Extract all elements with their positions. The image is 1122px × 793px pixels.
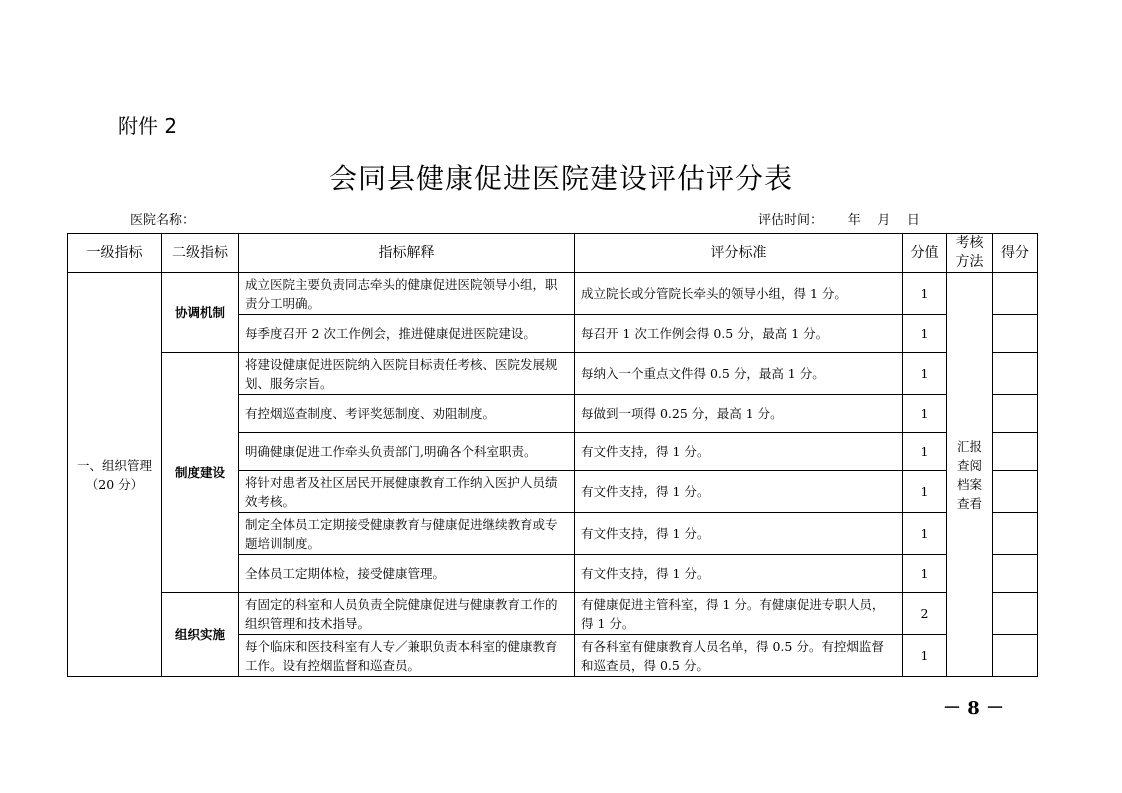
score-cell: 1 xyxy=(903,273,947,315)
criteria-cell: 每纳入一个重点文件得 0.5 分，最高 1 分。 xyxy=(575,353,903,395)
level2-coordination: 协调机制 xyxy=(162,273,239,353)
criteria-cell: 有文件支持，得 1 分。 xyxy=(575,555,903,593)
score-cell: 1 xyxy=(903,395,947,433)
explain-cell: 成立医院主要负责同志牵头的健康促进医院领导小组，职责分工明确。 xyxy=(239,273,575,315)
explain-cell: 全体员工定期体检，接受健康管理。 xyxy=(239,555,575,593)
criteria-cell: 有各科室有健康教育人员名单，得 0.5 分。有控烟监督和巡查员，得 0.5 分。 xyxy=(575,635,903,677)
attachment-label: 附件 2 xyxy=(118,114,178,138)
header-criteria: 评分标准 xyxy=(575,234,903,273)
got-cell[interactable] xyxy=(993,593,1038,635)
got-cell[interactable] xyxy=(993,471,1038,513)
got-cell[interactable] xyxy=(993,395,1038,433)
header-explain: 指标解释 xyxy=(239,234,575,273)
table-row xyxy=(68,273,1038,315)
criteria-cell: 成立院长或分管院长牵头的领导小组，得 1 分。 xyxy=(575,273,903,315)
got-cell[interactable] xyxy=(993,513,1038,555)
criteria-cell: 有文件支持，得 1 分。 xyxy=(575,471,903,513)
criteria-cell: 每做到一项得 0.25 分，最高 1 分。 xyxy=(575,395,903,433)
got-cell[interactable] xyxy=(993,353,1038,395)
level1-points: （20 分） xyxy=(85,476,144,492)
document-title: 会同县健康促进医院建设评估评分表 xyxy=(328,162,793,195)
explain-cell: 明确健康促进工作牵头负责部门,明确各个科室职责。 xyxy=(239,433,575,471)
evaluation-time-label: 评估时间： 年 月 日 xyxy=(758,213,920,228)
header-level2: 二级指标 xyxy=(162,234,239,273)
score-cell: 1 xyxy=(903,433,947,471)
level1-cell xyxy=(68,273,162,677)
score-cell: 1 xyxy=(903,315,947,353)
header-got: 得分 xyxy=(993,234,1038,273)
criteria-cell: 有文件支持，得 1 分。 xyxy=(575,513,903,555)
explain-cell: 每个临床和医技科室有人专／兼职负责本科室的健康教育工作。设有控烟监督和巡查员。 xyxy=(239,635,575,677)
score-cell: 1 xyxy=(903,471,947,513)
header-method: 考核方法 xyxy=(947,234,993,273)
table-row xyxy=(68,353,1038,395)
score-cell: 1 xyxy=(903,635,947,677)
got-cell[interactable] xyxy=(993,315,1038,353)
method-cell: 汇报查阅档案查看 xyxy=(947,273,993,677)
explain-cell: 将针对患者及社区居民开展健康教育工作纳入医护人员绩效考核。 xyxy=(239,471,575,513)
explain-cell: 将建设健康促进医院纳入医院目标责任考核、医院发展规划、服务宗旨。 xyxy=(239,353,575,395)
score-cell: 2 xyxy=(903,593,947,635)
level2-system: 制度建设 xyxy=(162,353,239,593)
explain-cell: 每季度召开 2 次工作例会，推进健康促进医院建设。 xyxy=(239,315,575,353)
score-cell: 1 xyxy=(903,353,947,395)
hospital-name-label: 医院名称： xyxy=(130,213,196,228)
criteria-cell: 每召开 1 次工作例会得 0.5 分，最高 1 分。 xyxy=(575,315,903,353)
criteria-cell: 有文件支持，得 1 分。 xyxy=(575,433,903,471)
explain-cell: 有固定的科室和人员负责全院健康促进与健康教育工作的组织管理和技术指导。 xyxy=(239,593,575,635)
scoring-table xyxy=(67,233,1038,677)
table-header-row xyxy=(68,234,1038,273)
got-cell[interactable] xyxy=(993,433,1038,471)
got-cell[interactable] xyxy=(993,635,1038,677)
table-row xyxy=(68,593,1038,635)
header-score: 分值 xyxy=(903,234,947,273)
got-cell[interactable] xyxy=(993,555,1038,593)
header-level1: 一级指标 xyxy=(68,234,162,273)
explain-cell: 制定全体员工定期接受健康教育与健康促进继续教育或专题培训制度。 xyxy=(239,513,575,555)
level2-implementation: 组织实施 xyxy=(162,593,239,677)
got-cell[interactable] xyxy=(993,273,1038,315)
score-cell: 1 xyxy=(903,513,947,555)
criteria-cell: 有健康促进主管科室，得 1 分。有健康促进专职人员，得 1 分。 xyxy=(575,593,903,635)
level1-name: 一、组织管理 xyxy=(76,457,152,473)
explain-cell: 有控烟巡查制度、考评奖惩制度、劝阻制度。 xyxy=(239,395,575,433)
page-number: － 8 － xyxy=(943,698,1005,719)
score-cell: 1 xyxy=(903,555,947,593)
